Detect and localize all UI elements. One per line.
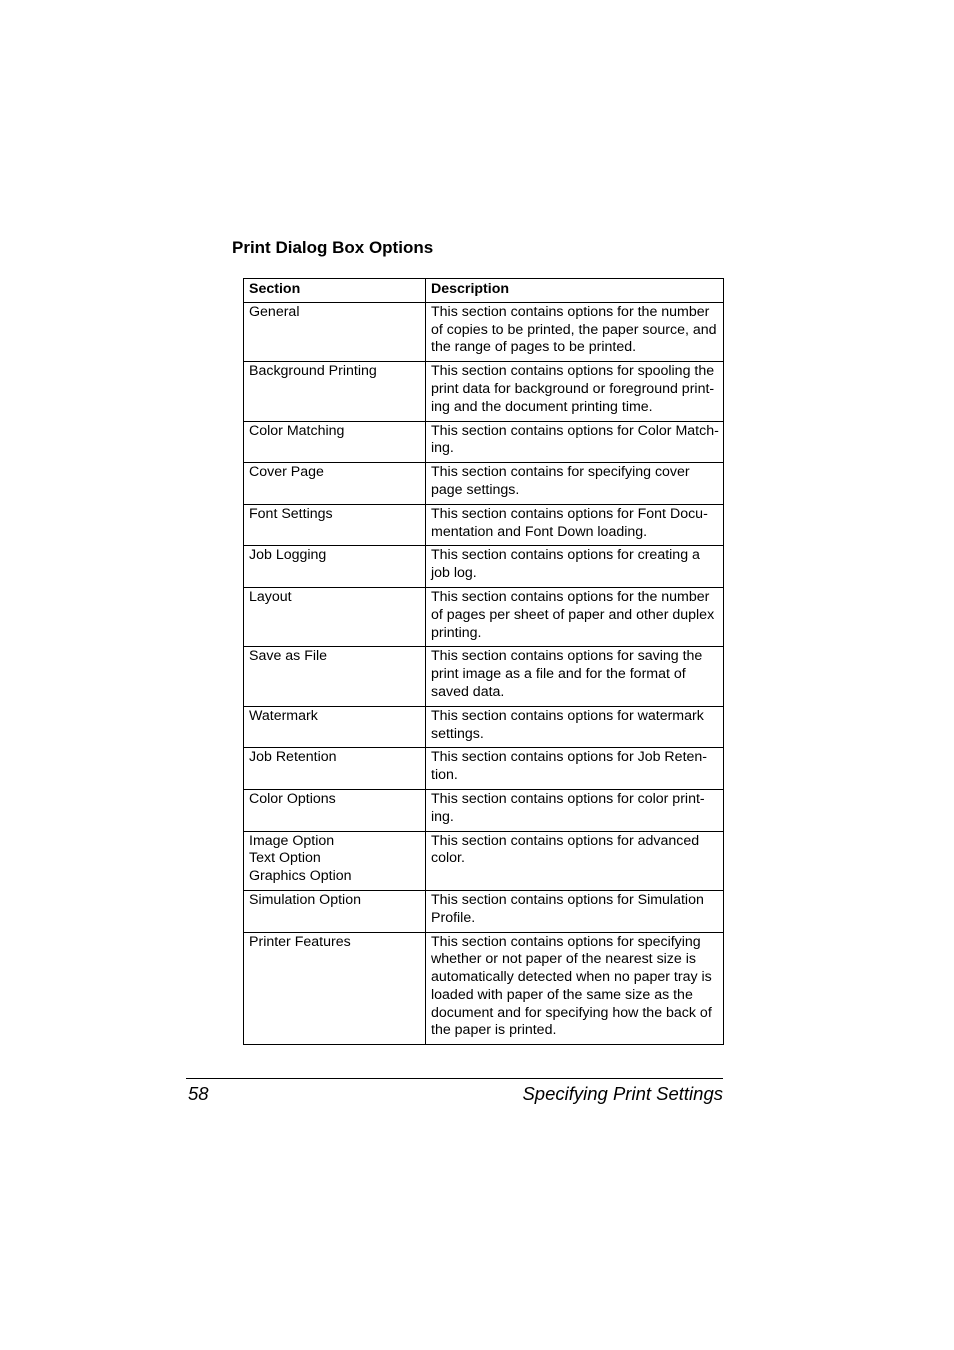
description-line: page settings. [431,481,520,498]
table-row [244,421,724,463]
table-row [244,463,724,505]
section-name: Text Option [249,850,321,867]
table-row [244,831,724,890]
table-row [244,504,724,546]
section-name: Color Matching [249,422,345,439]
description-line: tion. [431,767,458,784]
description-line: automatically detected when no paper tray is [431,969,712,986]
description-line: job log. [431,565,477,582]
section-name: General [249,303,300,320]
description-cell [426,362,724,421]
section-name: Layout [249,588,292,605]
description-line: This section contains options for spooling the [431,363,715,380]
section-name: Font Settings [249,505,333,522]
description-line: This section contains options for watermark [431,707,704,724]
description-line: whether or not paper of the nearest size is [431,951,696,968]
description-line: color. [431,850,465,867]
description-cell [426,789,724,831]
table-row [244,302,724,361]
section-name: Watermark [249,707,318,724]
section-cell [244,362,426,421]
description-line: document and for specifying how the back of [431,1004,712,1021]
page-number: 58 [188,1083,209,1104]
description-cell [426,546,724,588]
description-cell [426,706,724,748]
table-row [244,706,724,748]
section-heading: Print Dialog Box Options [232,238,434,257]
description-line: This section contains options for Job Reten- [431,749,708,766]
description-line: This section contains options for the number [431,303,710,320]
description-cell [426,932,724,1045]
options-table [243,278,724,1045]
description-line: This section contains options for Color Match- [431,422,719,439]
description-cell [426,647,724,706]
table-row [244,748,724,790]
column-header-description: Description [426,279,724,303]
section-cell [244,504,426,546]
section-name: Job Logging [249,547,327,564]
footer-divider [186,1078,723,1079]
description-cell [426,504,724,546]
description-cell [426,587,724,646]
chapter-title: Specifying Print Settings [522,1083,723,1104]
section-cell [244,932,426,1045]
description-line: saved data. [431,683,505,700]
description-cell [426,302,724,361]
description-cell [426,890,724,932]
description-line: This section contains options for advanced [431,832,700,849]
description-line: print data for background or foreground print- [431,380,715,397]
section-name: Job Retention [249,749,337,766]
section-cell [244,421,426,463]
table-body [244,302,724,1044]
table-row [244,789,724,831]
table-header [244,279,724,303]
section-cell [244,748,426,790]
description-line: of copies to be printed, the paper source, and [431,321,717,338]
description-cell [426,463,724,505]
section-name: Save as File [249,648,328,665]
section-cell [244,890,426,932]
description-line: loaded with paper of the same size as the [431,986,693,1003]
description-line: ing. [431,440,454,457]
section-name: Background Printing [249,363,377,380]
description-line: printing. [431,624,482,641]
description-line: print image as a file and for the format of [431,666,686,683]
section-cell [244,463,426,505]
description-line: mentation and Font Down loading. [431,523,648,540]
description-cell [426,748,724,790]
table-header-row [244,279,724,303]
section-cell [244,587,426,646]
column-header-section: Section [244,279,426,303]
description-line: of pages per sheet of paper and other duplex [431,606,715,623]
section-cell [244,647,426,706]
section-name: Graphics Option [249,868,352,885]
description-line: This section contains options for color print- [431,790,705,807]
section-cell [244,789,426,831]
description-line: ing and the document printing time. [431,398,653,415]
section-name: Cover Page [249,464,324,481]
description-line: the range of pages to be printed. [431,339,637,356]
table-row [244,647,724,706]
section-cell [244,302,426,361]
description-line: the paper is printed. [431,1022,557,1039]
description-line: This section contains options for saving the [431,648,703,665]
description-line: This section contains options for creating a [431,547,700,564]
section-cell [244,546,426,588]
description-line: This section contains options for specifying [431,933,701,950]
description-line: settings. [431,725,484,742]
table-row [244,932,724,1045]
section-name: Image Option [249,832,335,849]
description-line: This section contains options for the number [431,588,710,605]
section-name: Printer Features [249,933,351,950]
section-name: Color Options [249,790,336,807]
description-cell [426,421,724,463]
description-line: This section contains for specifying cover [431,464,690,481]
section-name: Simulation Option [249,891,361,908]
table-row [244,587,724,646]
description-line: This section contains options for Font Docu- [431,505,708,522]
table-row [244,362,724,421]
description-line: This section contains options for Simulation [431,891,704,908]
section-cell [244,706,426,748]
description-cell [426,831,724,890]
section-cell [244,831,426,890]
table-row [244,890,724,932]
table-row [244,546,724,588]
description-line: Profile. [431,909,476,926]
description-line: ing. [431,808,454,825]
